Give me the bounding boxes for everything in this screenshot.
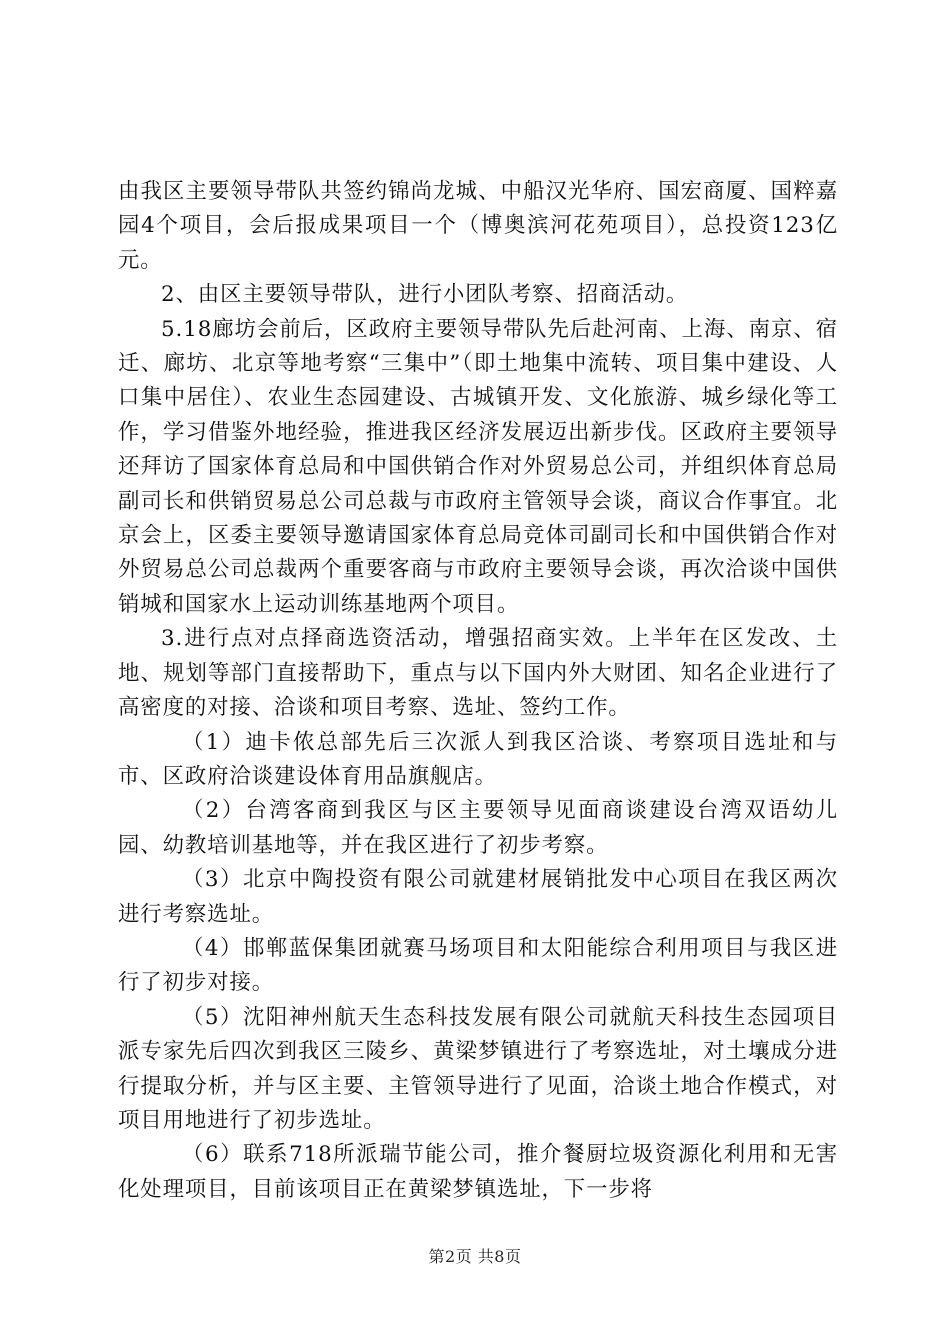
list-item-1: （1）迪卡侬总部先后三次派人到我区洽谈、考察项目选址和与市、区政府洽谈建设体育用品旗舰店。	[118, 729, 838, 789]
list-item-6: （6）联系718所派瑞节能公司，推介餐厨垃圾资源化利用和无害化处理项目，目前该项目正在黄梁梦镇选址，下一步将	[118, 1142, 838, 1202]
paragraph-3: 5.18廊坊会前后，区政府主要领导带队先后赴河南、上海、南京、宿迁、廊坊、北京等地考察“三集中”（即土地集中流转、项目集中建设、人口集中居住）、农业生态园建设、古城镇开发、文化旅游、城乡绿化等工作，学习借鉴外地经验，推进我区经济发展迈出新步伐。区政府主要领导还拜访了国家体育总局和中国供销合作对外贸易总公司，并组织体育总局副司长和供销贸易总公司总裁与市政府主管领导会谈，商议合作事宜。北京会上，区委主要领导邀请国家体育总局竞体司副司长和中国供销合作对外贸易总公司总裁两个重要客商与市政府主要领导会谈，再次洽谈中国供销城和国家水上运动训练基地两个项目。	[118, 316, 838, 617]
paragraph-1: 由我区主要领导带队共签约锦尚龙城、中船汉光华府、国宏商厦、国粹嘉园4个项目，会后报成果项目一个（博奥滨河花苑项目），总投资123亿元。	[118, 179, 838, 273]
list-item-3: （3）北京中陶投资有限公司就建材展销批发中心项目在我区两次进行考察选址。	[118, 867, 838, 927]
document-body	[118, 175, 838, 1207]
list-item-4: （4）邯郸蓝保集团就赛马场项目和太阳能综合利用项目与我区进行了初步对接。	[118, 935, 838, 996]
paragraph-2: 2、由区主要领导带队，进行小团队考察、招商活动。	[161, 282, 689, 308]
list-item-2: （2）台湾客商到我区与区主要领导见面商谈建设台湾双语幼儿园、幼教培训基地等，并在我区进行了初步考察。	[118, 798, 838, 858]
list-item-5: （5）沈阳神州航天生态科技发展有限公司就航天科技生态园项目派专家先后四次到我区三陵乡、黄梁梦镇进行了考察选址，对土壤成分进行提取分析，并与区主要、主管领导进行了见面，洽谈土地合作模式，对项目用地进行了初步选址。	[118, 1004, 838, 1133]
page-footer: 第2页 共8页	[428, 1247, 522, 1266]
paragraph-4: 3.进行点对点择商选资活动，增强招商实效。上半年在区发改、土地、规划等部门直接帮助下，重点与以下国内外大财团、知名企业进行了高密度的对接、洽谈和项目考察、选址、签约工作。	[118, 626, 838, 721]
